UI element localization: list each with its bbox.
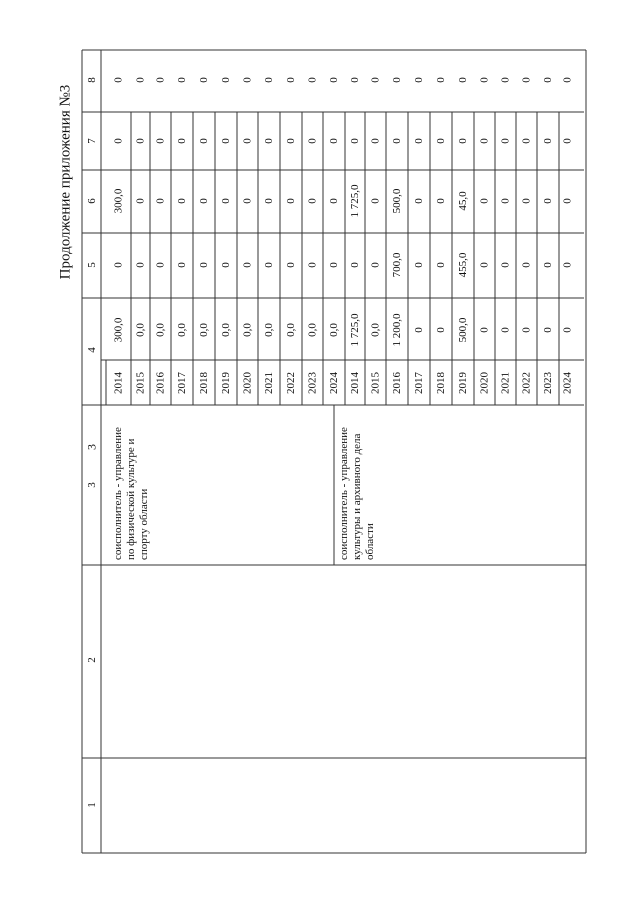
col6-cell: 0 (499, 198, 512, 204)
col8-cell: 0 (112, 77, 125, 83)
total-cell: 0,0 (134, 323, 147, 337)
total-cell: 1 725,0 (349, 313, 361, 347)
col8-cell: 0 (241, 77, 254, 83)
col8-cell: 0 (520, 77, 533, 83)
col7-cell: 0 (220, 138, 232, 144)
header-col-5: 5 (86, 262, 98, 268)
col8-cell: 0 (306, 77, 319, 83)
year-cell: 2014 (349, 372, 361, 394)
col7-cell: 0 (542, 138, 554, 144)
year-cell: 2024 (328, 372, 340, 394)
total-cell: 0 (542, 327, 554, 333)
col6-cell: 0 (285, 198, 297, 204)
col8-cell: 0 (176, 77, 188, 83)
col6-cell: 0 (478, 198, 491, 204)
year-cell: 2024 (561, 372, 574, 394)
total-cell: 0,0 (285, 323, 297, 337)
total-cell: 0,0 (176, 323, 188, 337)
col6-cell: 0 (520, 198, 533, 204)
total-cell: 0,0 (306, 323, 319, 337)
col8-cell: 0 (349, 77, 361, 83)
col8-cell: 0 (285, 77, 297, 83)
col8-cell: 0 (369, 77, 382, 83)
col8-cell: 0 (561, 77, 574, 83)
col8-cell: 0 (499, 77, 512, 83)
year-cell: 2015 (369, 372, 382, 394)
col7-cell: 0 (306, 138, 319, 144)
col6-cell: 0 (176, 198, 188, 204)
col5-cell: 0 (285, 262, 297, 268)
col8-cell: 0 (457, 77, 469, 83)
year-cell: 2015 (134, 372, 147, 394)
col8-cell: 0 (263, 77, 275, 83)
header-col-8: 8 (86, 77, 98, 83)
year-cell: 2022 (285, 372, 297, 394)
executor-text: соисполнитель - управление (112, 427, 124, 560)
total-cell: 0 (499, 327, 512, 333)
total-cell: 0,0 (154, 323, 167, 337)
col5-cell: 0 (561, 262, 574, 268)
col5-cell: 0 (328, 262, 340, 268)
year-cell: 2021 (263, 372, 275, 394)
col7-cell: 0 (349, 138, 361, 144)
year-cell: 2019 (457, 372, 469, 394)
total-cell: 1 200,0 (391, 313, 403, 347)
col5-cell: 455,0 (457, 252, 469, 278)
year-cell: 2020 (478, 372, 491, 394)
col5-cell: 0 (478, 262, 491, 268)
col6-cell: 0 (561, 198, 574, 204)
header-col-1: 1 (86, 802, 98, 808)
total-cell: 0,0 (220, 323, 232, 337)
col6-cell: 45,0 (457, 191, 469, 211)
col6-cell: 0 (241, 198, 254, 204)
col8-cell: 0 (391, 77, 403, 83)
col5-cell: 0 (349, 262, 361, 268)
col7-cell: 0 (561, 138, 574, 144)
executor-text: культуры и архивного дела (351, 433, 363, 560)
col5-cell: 0 (413, 262, 425, 268)
col7-cell: 0 (176, 138, 188, 144)
col8-cell: 0 (542, 77, 554, 83)
col6-cell: 0 (369, 198, 382, 204)
col7-cell: 0 (499, 138, 512, 144)
col8-cell: 0 (478, 77, 491, 83)
col5-cell: 0 (263, 262, 275, 268)
col5-cell: 0 (134, 262, 147, 268)
col7-cell: 0 (154, 138, 167, 144)
col8-cell: 0 (413, 77, 425, 83)
col7-cell: 0 (134, 138, 147, 144)
col5-cell: 0 (198, 262, 210, 268)
col7-cell: 0 (435, 138, 447, 144)
col7-cell: 0 (457, 138, 469, 144)
col8-cell: 0 (134, 77, 147, 83)
total-cell: 300,0 (112, 317, 125, 343)
total-cell: 0,0 (241, 323, 254, 337)
col6-cell: 300,0 (112, 188, 125, 214)
col6-cell: 0 (263, 198, 275, 204)
executor-text: области (364, 523, 376, 560)
col6-cell: 0 (435, 198, 447, 204)
col7-cell: 0 (328, 138, 340, 144)
total-cell: 0,0 (263, 323, 275, 337)
appendix-heading: Продолжение приложения №3 (57, 84, 74, 280)
col5-cell: 700,0 (391, 252, 403, 278)
col5-cell: 0 (306, 262, 319, 268)
col5-cell: 0 (154, 262, 167, 268)
header-col-6: 6 (86, 198, 98, 204)
col8-cell: 0 (328, 77, 340, 83)
col5-cell: 0 (112, 262, 125, 268)
col7-cell: 0 (478, 138, 491, 144)
col8-cell: 0 (154, 77, 167, 83)
year-cell: 2022 (520, 372, 533, 394)
year-cell: 2021 (499, 372, 512, 394)
page-number: 3 (84, 444, 99, 450)
year-cell: 2016 (154, 372, 167, 394)
col5-cell: 0 (542, 262, 554, 268)
col7-cell: 0 (369, 138, 382, 144)
year-cell: 2020 (241, 372, 254, 394)
col6-cell: 500,0 (391, 188, 403, 214)
year-cell: 2017 (413, 372, 425, 394)
col5-cell: 0 (499, 262, 512, 268)
col6-cell: 0 (306, 198, 319, 204)
col7-cell: 0 (285, 138, 297, 144)
col7-cell: 0 (520, 138, 533, 144)
total-cell: 0,0 (369, 323, 382, 337)
header-col-7: 7 (86, 138, 98, 144)
col7-cell: 0 (413, 138, 425, 144)
col6-cell: 0 (542, 198, 554, 204)
col6-cell: 0 (328, 198, 340, 204)
col7-cell: 0 (241, 138, 254, 144)
col7-cell: 0 (263, 138, 275, 144)
header-col-4: 4 (86, 347, 98, 353)
executor-text: спорту области (138, 488, 150, 560)
col5-cell: 0 (435, 262, 447, 268)
col8-cell: 0 (198, 77, 210, 83)
col5-cell: 0 (220, 262, 232, 268)
col5-cell: 0 (241, 262, 254, 268)
year-cell: 2018 (435, 372, 447, 394)
header-col-3: 3 (86, 482, 98, 488)
col7-cell: 0 (391, 138, 403, 144)
year-cell: 2017 (176, 372, 188, 394)
col8-cell: 0 (220, 77, 232, 83)
year-cell: 2016 (391, 372, 403, 394)
col5-cell: 0 (369, 262, 382, 268)
col7-cell: 0 (112, 138, 125, 144)
year-cell: 2023 (542, 372, 554, 394)
total-cell: 0,0 (328, 323, 340, 337)
col6-cell: 0 (198, 198, 210, 204)
year-cell: 2023 (306, 372, 319, 394)
col6-cell: 0 (220, 198, 232, 204)
col8-cell: 0 (435, 77, 447, 83)
total-cell: 0 (520, 327, 533, 333)
col6-cell: 1 725,0 (349, 184, 361, 218)
col7-cell: 0 (198, 138, 210, 144)
col5-cell: 0 (520, 262, 533, 268)
executor-text: соисполнитель - управление (338, 427, 350, 560)
total-cell: 0 (435, 327, 447, 333)
col6-cell: 0 (134, 198, 147, 204)
col6-cell: 0 (413, 198, 425, 204)
year-cell: 2018 (198, 372, 210, 394)
total-cell: 0 (561, 327, 574, 333)
year-cell: 2014 (112, 372, 125, 394)
total-cell: 500,0 (457, 317, 469, 343)
total-cell: 0,0 (198, 323, 210, 337)
col5-cell: 0 (176, 262, 188, 268)
header-col-2: 2 (86, 657, 98, 663)
col6-cell: 0 (154, 198, 167, 204)
executor-text: по физической культуре и (125, 438, 137, 560)
total-cell: 0 (478, 327, 491, 333)
year-cell: 2019 (220, 372, 232, 394)
total-cell: 0 (413, 327, 425, 333)
